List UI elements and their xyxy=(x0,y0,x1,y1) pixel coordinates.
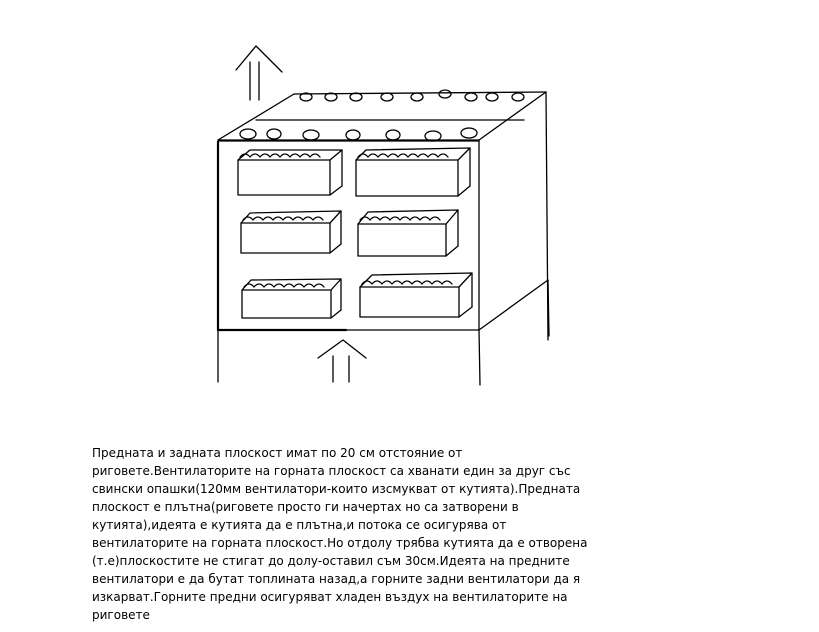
top-front-fans xyxy=(240,128,477,141)
description-line: (т.е)плоскостите не стигат до долу-оставил съм 30см.Идеята на предните xyxy=(92,554,570,568)
description-line: кутията),идеята е кутията да е плътна,и потока се осигурява от xyxy=(92,518,507,532)
intake-arrow-up-icon xyxy=(318,340,366,382)
rig-box xyxy=(238,150,342,195)
rigs xyxy=(238,148,472,318)
fan-icon xyxy=(381,93,393,101)
rig-box xyxy=(356,148,470,196)
fan-icon xyxy=(267,129,281,139)
description-line: риговете.Вентилаторите на горната плоскост са хванати един за друг със xyxy=(92,464,571,478)
fan-icon xyxy=(512,93,524,101)
rig-box xyxy=(358,210,458,256)
description-line: вентилаторите на горната плоскост.Но отдолу трябва кутията да е отворена xyxy=(92,536,588,550)
fan-icon xyxy=(465,93,477,101)
fan-icon xyxy=(461,128,477,138)
fan-icon xyxy=(350,93,362,101)
rig-box xyxy=(241,211,341,253)
rig-box xyxy=(242,279,341,318)
top-back-fans xyxy=(300,90,524,101)
description-line: свински опашки(120мм вентилатори-които изсмукват от кутията).Предната xyxy=(92,482,581,496)
description-line: Предната и задната плоскост имат по 20 см отстояние от xyxy=(92,446,463,460)
fan-icon xyxy=(439,90,451,98)
fan-icon xyxy=(240,129,256,139)
description-text xyxy=(92,444,592,624)
description-line: риговете xyxy=(92,608,150,622)
exhaust-arrow-up-icon xyxy=(236,46,282,100)
description-line: плоскост е плътна(риговете просто ги начертах но са затворени в xyxy=(92,500,519,514)
fan-icon xyxy=(411,93,423,101)
fan-icon xyxy=(303,130,319,140)
description-line: вентилатори е да бутат топлината назад,а горните задни вентилатори да я xyxy=(92,572,581,586)
description-line: изкарват.Горните предни осигуряват хладен въздух на вентилаторите на xyxy=(92,590,568,604)
fan-icon xyxy=(386,130,400,140)
fan-icon xyxy=(486,93,498,101)
fan-icon xyxy=(346,130,360,140)
rig-box xyxy=(360,273,472,317)
